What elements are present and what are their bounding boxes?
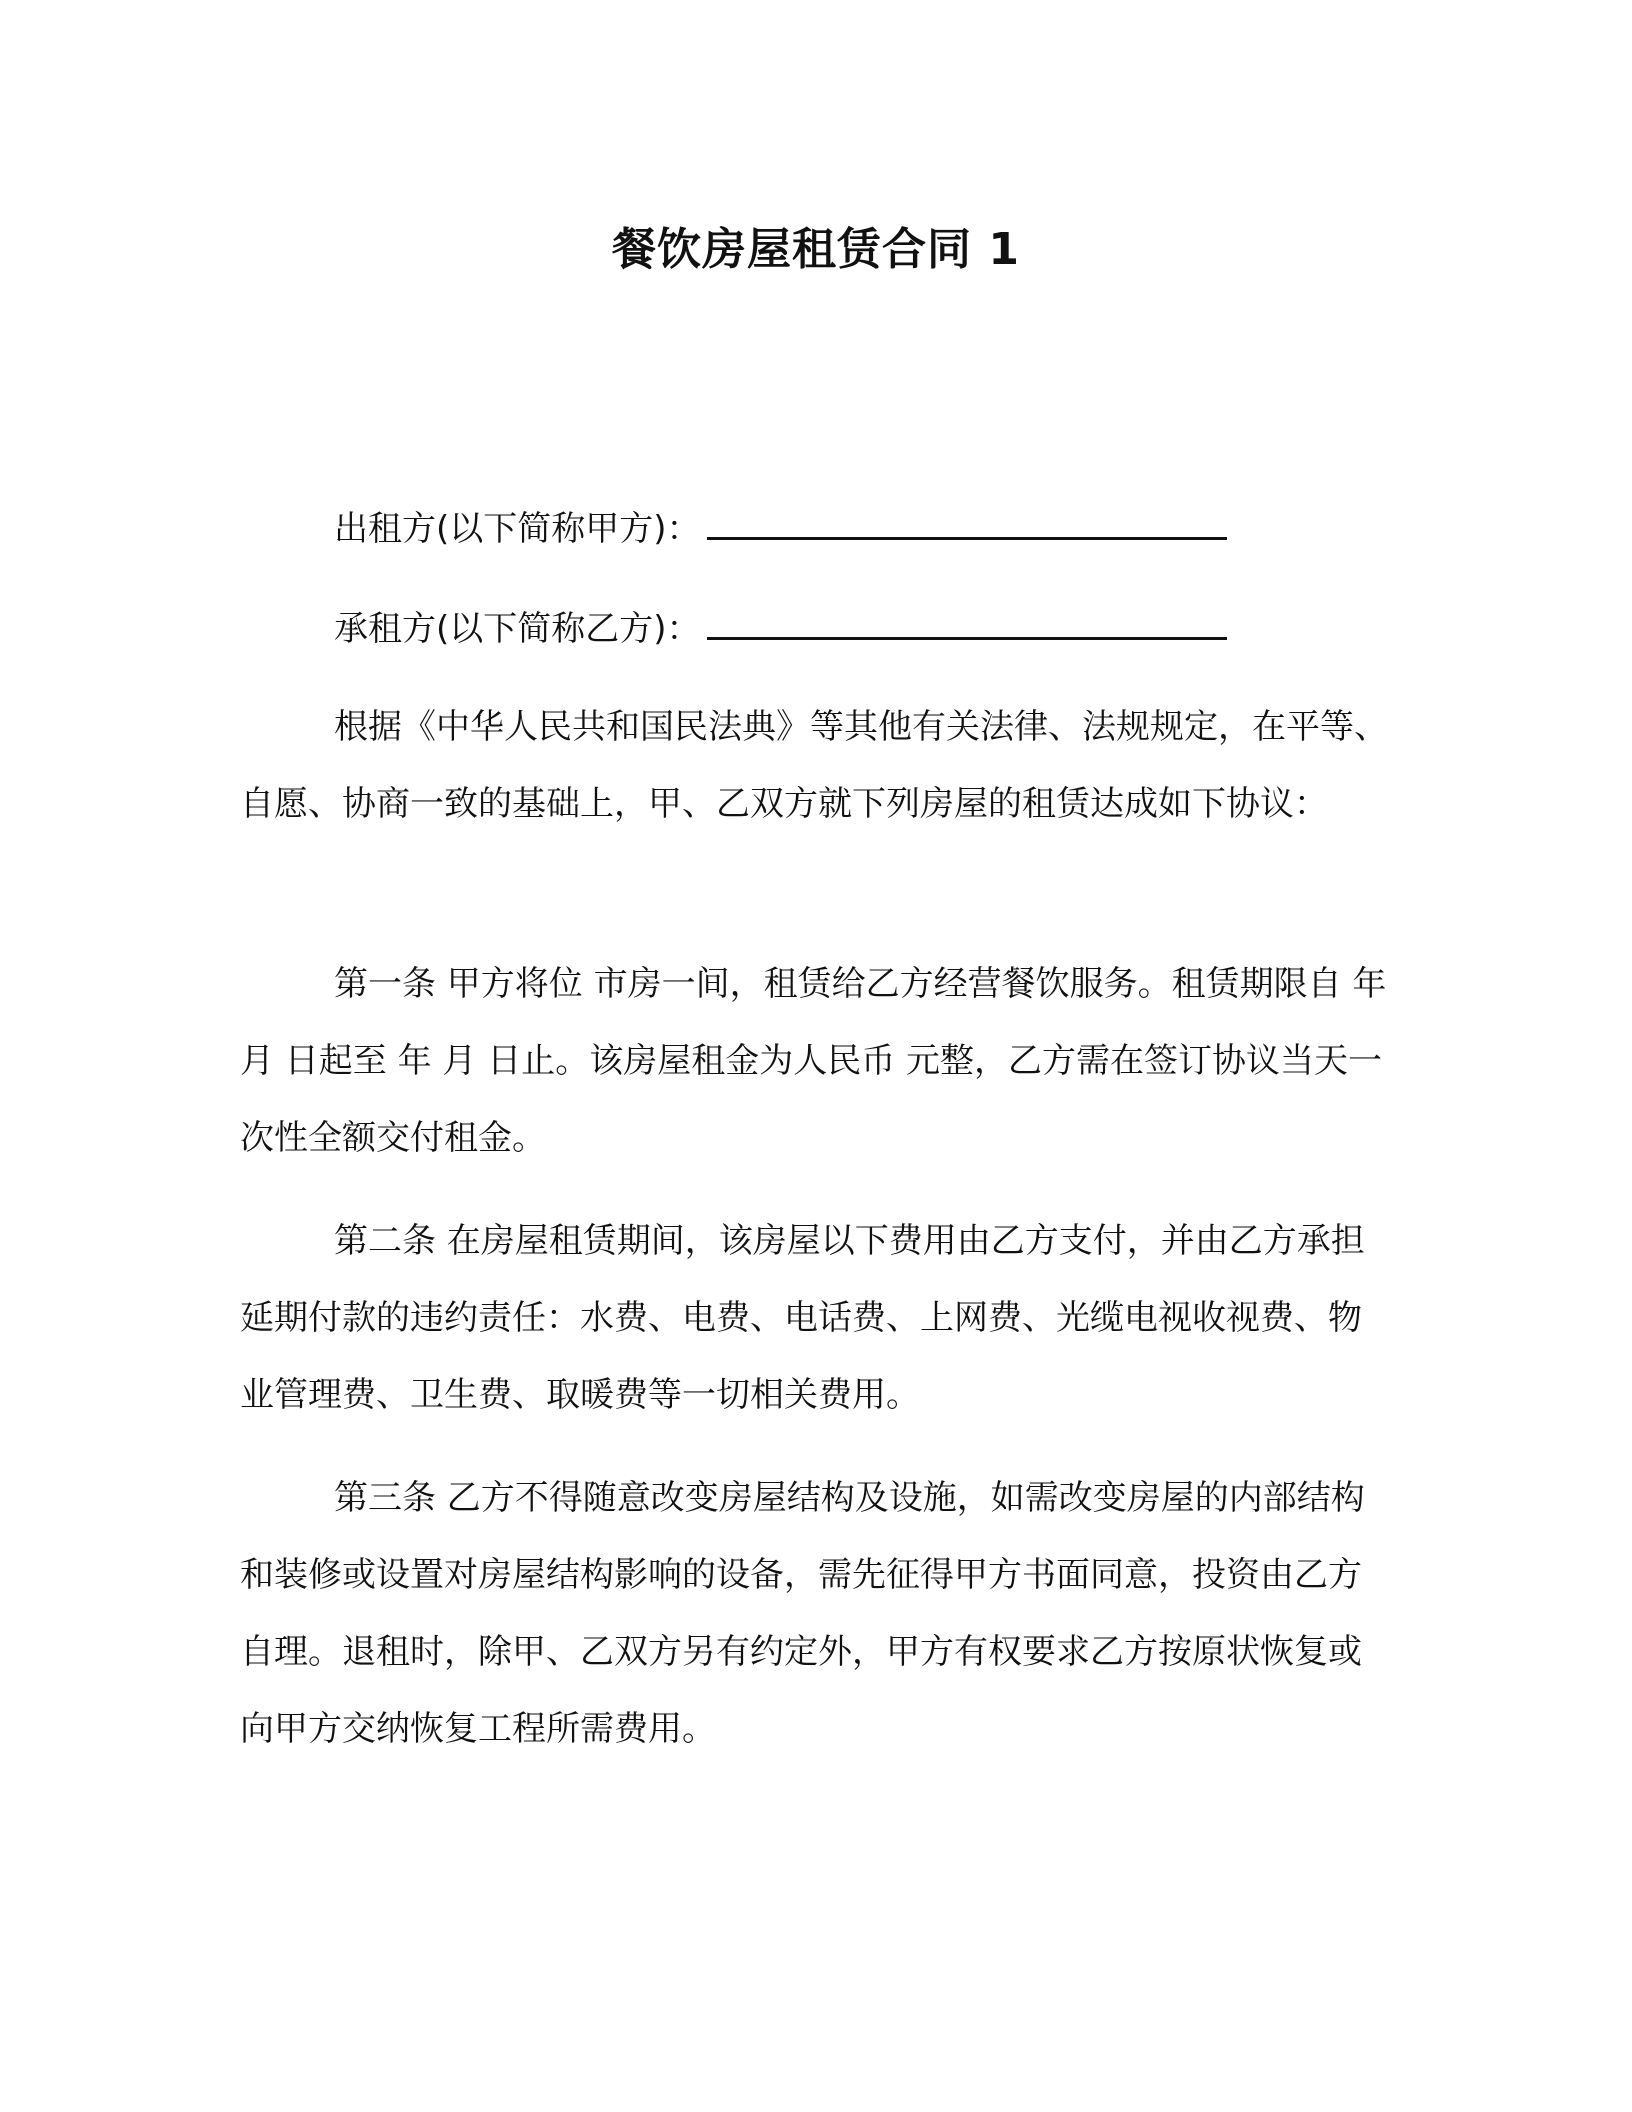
lessor-label: 出租方(以下简称甲方)： — [334, 509, 701, 549]
document-title: 餐饮房屋租赁合同 1 — [612, 224, 1020, 275]
lessor-line — [334, 503, 1384, 553]
article-1-paragraph: 第一条 甲方将位 市房一间，租赁给乙方经营餐饮服务。租赁期限自 年 月 日起至 年 月 日止。该房屋租金为人民币 元整，乙方需在签订协议当天一次性全额交付租金。 — [240, 964, 1387, 1158]
lessor-blank — [707, 503, 1227, 540]
lessee-label: 承租方(以下简称乙方)： — [334, 609, 701, 649]
article-3-paragraph: 第三条 乙方不得随意改变房屋结构及设施，如需改变房屋的内部结构和装修或设置对房屋结构影响的设备，需先征得甲方书面同意，投资由乙方自理。退租时，除甲、乙双方另有约定外，甲方有权要求乙方按原状恢复或向甲方交纳恢复工程所需费用。 — [240, 1478, 1365, 1749]
preamble-paragraph: 根据《中华人民共和国民法典》等其他有关法律、法规规定，在平等、自愿、协商一致的基础上，甲、乙双方就下列房屋的租赁达成如下协议： — [240, 707, 1388, 824]
lessee-line — [334, 603, 1384, 653]
lessee-blank — [707, 603, 1227, 640]
article-2-paragraph: 第二条 在房屋租赁期间，该房屋以下费用由乙方支付，并由乙方承担延期付款的违约责任：水费、电费、电话费、上网费、光缆电视收视费、物业管理费、卫生费、取暖费等一切相关费用。 — [240, 1221, 1365, 1415]
